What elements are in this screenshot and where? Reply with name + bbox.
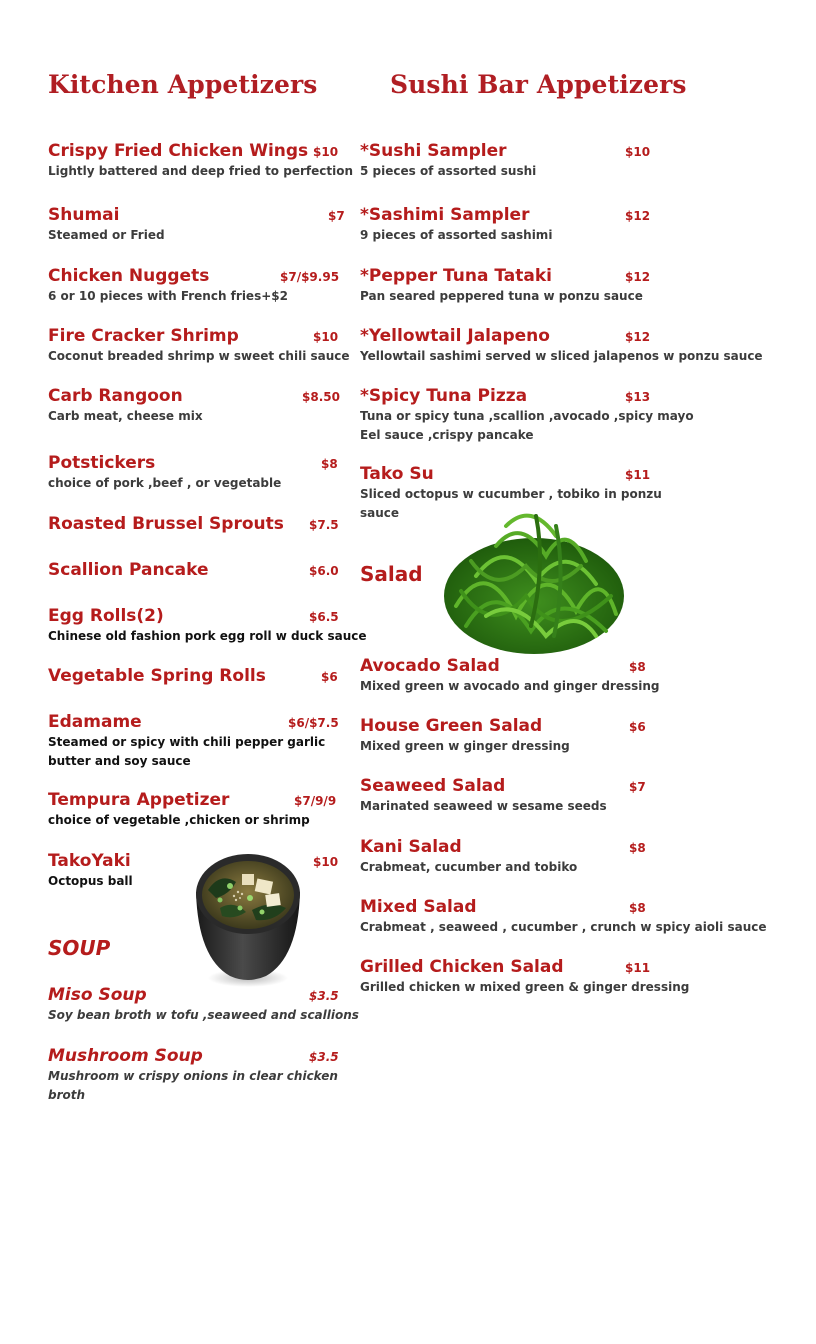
item-description: choice of pork ,beef , or vegetable (48, 476, 282, 490)
item-name: Carb Rangoon (48, 386, 183, 406)
item-description: choice of vegetable ,chicken or shrimp (48, 813, 310, 827)
menu-item (48, 560, 339, 580)
item-description: butter and soy sauce (48, 754, 191, 768)
sushi-bar-appetizers-heading: Sushi Bar Appetizers (390, 70, 687, 99)
item-name: *Yellowtail Jalapeno (360, 326, 550, 346)
item-name: Chicken Nuggets (48, 266, 210, 286)
item-name: *Spicy Tuna Pizza (360, 386, 528, 406)
item-name: Tempura Appetizer (48, 790, 230, 810)
item-price: $6/$7.5 (288, 716, 339, 730)
item-description: Crabmeat , seaweed , cucumber , crunch w spicy aioli sauce (360, 920, 767, 934)
item-price: $6.0 (309, 564, 339, 578)
item-name: Mixed Salad (360, 897, 477, 917)
menu-item (48, 453, 338, 492)
item-description: Tuna or spicy tuna ,scallion ,avocado ,spicy mayo (360, 409, 694, 423)
item-description: sauce (360, 506, 400, 520)
menu-item (360, 205, 651, 244)
item-price: $8 (321, 457, 338, 471)
item-description: Coconut breaded shrimp w sweet chili sauce (48, 349, 350, 363)
menu-item (360, 141, 651, 180)
menu-item (360, 656, 660, 695)
menu-item (360, 897, 767, 936)
item-description: Crabmeat, cucumber and tobiko (360, 860, 578, 874)
menu-item (360, 957, 689, 996)
soup-section-title: SOUP (48, 936, 111, 960)
item-description: Mixed green w avocado and ginger dressing (360, 679, 660, 693)
item-name: Mushroom Soup (48, 1046, 203, 1066)
item-price: $7 (328, 209, 345, 223)
item-description: Steamed or spicy with chili pepper garlic (48, 735, 326, 749)
menu-item (48, 666, 338, 686)
item-name: *Pepper Tuna Tataki (360, 266, 552, 286)
kitchen-appetizers-heading: Kitchen Appetizers (48, 70, 318, 99)
item-price: $10 (625, 145, 651, 159)
menu-item (48, 790, 337, 829)
item-name: Crispy Fried Chicken Wings (48, 141, 309, 161)
menu-item (360, 266, 651, 305)
item-price: $12 (625, 209, 651, 223)
item-price: $11 (625, 468, 651, 482)
menu-item (360, 386, 694, 444)
menu-item (48, 851, 339, 890)
menu-item (360, 326, 763, 365)
item-name: Potstickers (48, 453, 156, 473)
item-description: 6 or 10 pieces with French fries+$2 (48, 289, 288, 303)
item-price: $3.5 (309, 989, 339, 1003)
item-name: Scallion Pancake (48, 560, 209, 580)
item-name: Fire Cracker Shrimp (48, 326, 239, 346)
item-name: Avocado Salad (360, 656, 500, 676)
menu-item (48, 205, 345, 244)
item-name: Kani Salad (360, 837, 462, 857)
menu-item (48, 386, 340, 425)
item-price: $7 (629, 780, 646, 794)
item-price: $7.5 (309, 518, 339, 532)
item-description: Grilled chicken w mixed green & ginger dressing (360, 980, 690, 994)
item-name: Grilled Chicken Salad (360, 957, 564, 977)
item-description: Yellowtail sashimi served w sliced jalapenos w ponzu sauce (360, 349, 763, 363)
item-description: Mixed green w ginger dressing (360, 739, 570, 753)
miso-soup-image (190, 850, 306, 990)
item-description: Soy bean broth w tofu ,seaweed and scallions (48, 1008, 359, 1022)
item-price: $10 (313, 145, 339, 159)
menu-item (360, 776, 646, 815)
item-name: Miso Soup (48, 985, 147, 1005)
item-name: House Green Salad (360, 716, 543, 736)
item-name: Roasted Brussel Sprouts (48, 514, 284, 534)
item-description: Carb meat, cheese mix (48, 409, 203, 423)
salad-section-title: Salad (360, 562, 423, 586)
item-description: broth (48, 1088, 86, 1102)
item-name: *Sashimi Sampler (360, 205, 530, 225)
menu-item (360, 837, 646, 876)
item-price: $10 (313, 330, 339, 344)
item-price: $11 (625, 961, 651, 975)
menu-item (48, 1046, 338, 1104)
item-price: $12 (625, 330, 651, 344)
item-price: $12 (625, 270, 651, 284)
menu-item (48, 141, 353, 180)
item-price: $3.5 (309, 1050, 339, 1064)
item-price: $10 (313, 855, 339, 869)
item-price: $7/9/9 (294, 794, 337, 808)
menu-item (48, 266, 340, 305)
item-description: Chinese old fashion pork egg roll w duck sauce (48, 629, 367, 643)
item-name: Egg Rolls(2) (48, 606, 164, 626)
item-description: Pan seared peppered tuna w ponzu sauce (360, 289, 643, 303)
menu-item (48, 326, 350, 365)
item-description: 5 pieces of assorted sushi (360, 164, 537, 178)
menu-item (48, 712, 339, 770)
item-description: Octopus ball (48, 874, 133, 888)
item-name: Seaweed Salad (360, 776, 506, 796)
menu-item (360, 716, 646, 755)
item-price: $13 (625, 390, 651, 404)
item-price: $6 (629, 720, 646, 734)
item-description: Lightly battered and deep fried to perfection (48, 164, 353, 178)
item-description: Marinated seaweed w sesame seeds (360, 799, 607, 813)
menu-item (48, 514, 339, 534)
item-name: Edamame (48, 712, 142, 732)
item-description: Eel sauce ,crispy pancake (360, 428, 534, 442)
item-price: $8 (629, 901, 646, 915)
item-price: $8 (629, 841, 646, 855)
item-name: Shumai (48, 205, 120, 225)
menu-item (48, 985, 359, 1024)
item-description: Sliced octopus w cucumber , tobiko in ponzu (360, 487, 662, 501)
item-name: *Sushi Sampler (360, 141, 507, 161)
item-description: 9 pieces of assorted sashimi (360, 228, 553, 242)
item-price: $6 (321, 670, 338, 684)
seaweed-salad-image (436, 496, 632, 661)
item-name: TakoYaki (48, 851, 131, 871)
menu-item (48, 606, 367, 645)
item-description: Mushroom w crispy onions in clear chicken (48, 1069, 338, 1083)
item-price: $7/$9.95 (280, 270, 340, 284)
item-price: $6.5 (309, 610, 339, 624)
item-description: Steamed or Fried (48, 228, 165, 242)
item-name: Tako Su (360, 464, 434, 484)
item-name: Vegetable Spring Rolls (48, 666, 266, 686)
item-price: $8 (629, 660, 646, 674)
item-price: $8.50 (302, 390, 340, 404)
